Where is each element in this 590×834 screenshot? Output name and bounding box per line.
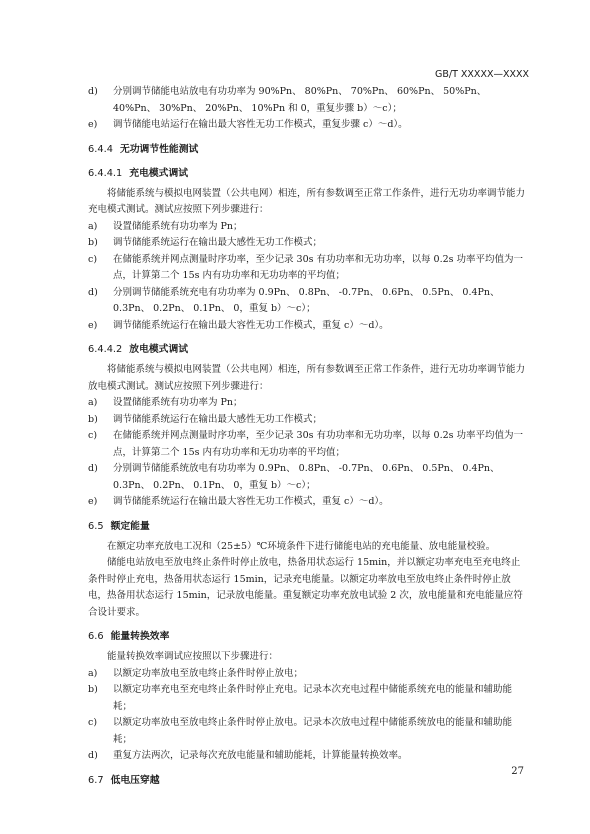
section-title: 低电压穿越 [110, 774, 160, 786]
list-marker: b) [88, 684, 98, 695]
paragraph: 将储能系统与模拟电网装置（公共电网）相连，所有参数调至正常工作条件，进行无功功率调节能力充电模式测试。测试应按照下列步骤进行： [88, 187, 526, 215]
section-title: 能量转换效率 [110, 631, 170, 642]
list-text: 调节储能系统运行在输出最大感性无功工作模式； [113, 237, 323, 248]
section-heading-6-7 [88, 773, 528, 789]
section-title: 无功调节性能测试 [119, 143, 199, 155]
list-item [88, 235, 528, 252]
list-marker: b) [88, 413, 98, 425]
list-text: 调节储能电站运行在输出最大容性无功工作模式，重复步骤 c）～d）。 [113, 119, 408, 130]
list-item [88, 748, 528, 765]
section-title: 额定能量 [110, 520, 150, 532]
list-text: 以额定功率充电至充电终止条件时停止充电。记录本次充电过程中储能系统充电的能量和辅助能耗； [113, 684, 513, 712]
list-text: 设置储能系统有功功率为 Pn； [113, 220, 243, 232]
paragraph: 储能电站放电至放电终止条件时停止放电，热备用状态运行 15min，并以额定功率充电至充电终止条件时停止充电，热备用状态运行 15min，记录充电能量。以额定功率放电至放电终止条件时停止放电，热备用状态运行 15min，记录放电能量。重复额定功率充放电试验 2 次，放电能量和充电能量应符合设计要求。 [88, 557, 523, 618]
section-heading-6-4-4-1 [88, 166, 528, 182]
list-marker: d) [88, 750, 98, 761]
list-marker: a) [88, 220, 98, 232]
list-item [88, 666, 528, 683]
list-marker: c) [88, 430, 98, 441]
list-marker: a) [88, 667, 98, 679]
list-item [88, 412, 528, 429]
list-marker: e) [88, 119, 98, 130]
list-text: 在储能系统并网点测量时序功率，至少记录 30s 有功功率和无功功率，以每 0.2s 功率平均值为一点，计算第二个 15s 内有功功率和无功功率的平均值； [113, 253, 524, 281]
list-marker: a) [88, 397, 98, 408]
list-marker: d) [88, 463, 98, 474]
list-item [88, 318, 528, 335]
list-text: 分别调节储能电站放电有功功率为 90%Pn、 80%Pn、 70%Pn、 60%Pn、 50%Pn、 40%Pn、 30%Pn、 20%Pn、 10%Pn 和 0，重复步骤 b）～c）； [113, 86, 487, 114]
section-number: 6.4.4.2 [88, 344, 123, 355]
list-text: 调节储能系统运行在输出最大容性无功工作模式，重复 c）～d）。 [113, 496, 389, 507]
section-heading-6-5 [88, 519, 528, 535]
list-item [88, 117, 528, 134]
list-item [88, 428, 528, 461]
section-title: 放电模式调试 [129, 344, 189, 355]
list-text: 以额定功率放电至放电终止条件时停止放电； [113, 667, 304, 679]
list-text: 重复方法两次，记录每次充放电能量和辅助能耗，计算能量转换效率。 [113, 750, 408, 761]
list-marker: e) [88, 319, 98, 331]
list-text: 在储能系统并网点测量时序功率，至少记录 30s 有功功率和无功功率，以每 0.2s 功率平均值为一点，计算第二个 15s 内有功功率和无功功率的平均值； [113, 430, 524, 458]
list-marker: e) [88, 496, 98, 507]
list-item [88, 252, 528, 285]
list-item [88, 395, 528, 412]
section-number: 6.7 [88, 774, 104, 786]
list-marker: d) [88, 86, 98, 97]
paragraph: 在额定功率充放电工况和（25±5）℃环境条件下进行储能电站的充电能量、放电能量校验。 [107, 540, 496, 552]
list-text: 调节储能系统运行在输出最大容性无功工作模式，重复 c）～d）。 [113, 319, 389, 331]
list-item [88, 682, 528, 715]
list-item [88, 219, 528, 236]
section-heading-6-4-4-2 [88, 342, 528, 358]
list-text: 以额定功率放电至放电终止条件时停止放电。记录本次放电过程中储能系统放电的能量和辅助能耗； [113, 717, 513, 745]
page-number: 27 [511, 766, 524, 777]
list-marker: b) [88, 237, 98, 248]
list-text: 分别调节储能系统充电有功功率为 0.9Pn、 0.8Pn、 -0.7Pn、 0.6Pn、 0.5Pn、 0.4Pn、 0.3Pn、 0.2Pn、 0.1Pn、 0，重复 b）～c）； [113, 286, 500, 314]
list-marker: c) [88, 717, 98, 728]
page-header: GB/T XXXXX—XXXX [435, 69, 529, 80]
document-body [88, 84, 528, 789]
section-number: 6.4.4.1 [88, 167, 123, 179]
list-marker: c) [88, 253, 98, 265]
list-text: 分别调节储能系统放电有功功率为 0.9Pn、 0.8Pn、 -0.7Pn、 0.6Pn、 0.5Pn、 0.4Pn、 0.3Pn、 0.2Pn、 0.1Pn、 0，重复 b）～c）； [113, 463, 500, 491]
section-heading-6-6 [88, 629, 528, 645]
section-title: 充电模式调试 [129, 167, 189, 179]
list-item [88, 715, 528, 748]
list-text: 设置储能系统有功功率为 Pn； [113, 397, 243, 408]
paragraph: 将储能系统与模拟电网装置（公共电网）相连，所有参数调至正常工作条件，进行无功功率调节能力放电模式测试。测试应按照下列步骤进行： [88, 364, 526, 392]
list-marker: d) [88, 286, 98, 298]
list-item [88, 494, 528, 511]
section-heading-6-4-4 [88, 142, 528, 158]
section-number: 6.4.4 [88, 143, 113, 155]
section-number: 6.6 [88, 631, 104, 642]
list-item [88, 461, 528, 494]
list-text: 调节储能系统运行在输出最大感性无功工作模式； [113, 413, 323, 425]
list-item [88, 285, 528, 318]
section-number: 6.5 [88, 520, 104, 532]
paragraph: 能量转换效率调试应按照以下步骤进行： [107, 651, 279, 662]
list-item [88, 84, 528, 117]
